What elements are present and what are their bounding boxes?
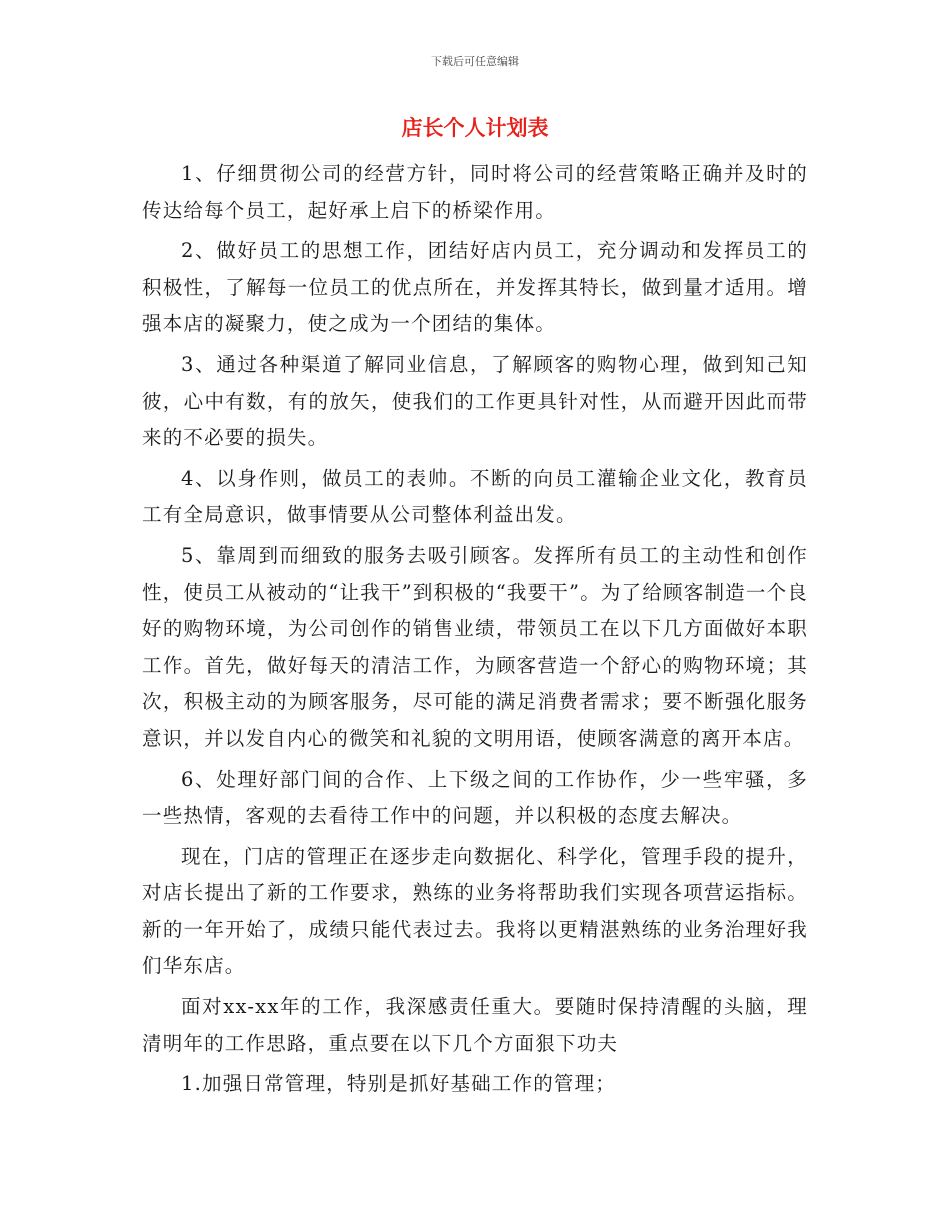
- paragraph-3: 3、通过各种渠道了解同业信息，了解顾客的购物心理，做到知己知彼，心中有数，有的放矢，使我们的工作更具针对性，从而避开因此而带来的不必要的损失。: [142, 352, 808, 450]
- paragraph-4: 4、以身作则，做员工的表帅。不断的向员工灌输企业文化，教育员工有全局意识，做事情要从公司整体利益出发。: [142, 466, 808, 527]
- document-body: [142, 156, 808, 1103]
- paragraph-1: 1、仔细贯彻公司的经营方针，同时将公司的经营策略正确并及时的传达给每个员工，起好承上启下的桥梁作用。: [142, 162, 808, 222]
- paragraph-2: 2、做好员工的思想工作，团结好店内员工，充分调动和发挥员工的积极性，了解每一位员工的优点所在，并发挥其特长，做到量才适用。增强本店的凝聚力，使之成为一个团结的集体。: [142, 239, 808, 336]
- paragraph-9: 1.加强日常管理，特别是抓好基础工作的管理；: [181, 1072, 617, 1096]
- header-note: 下载后可任意编辑: [431, 55, 519, 68]
- paragraph-8: 面对xx-xx年的工作，我深感责任重大。要随时保持清醒的头脑，理清明年的工作思路，重点要在以下几个方面狠下功夫: [142, 995, 808, 1055]
- paragraph-7: 现在，门店的管理正在逐步走向数据化、科学化，管理手段的提升，对店长提出了新的工作要求，熟练的业务将帮助我们实现各项营运指标。新的一年开始了，成绩只能代表过去。我将以更精湛熟练的业务治理好我们华东店。: [142, 844, 808, 978]
- paragraph-6: 6、处理好部门间的合作、上下级之间的工作协作，少一些牢骚，多一些热情，客观的去看待工作中的问题，并以积极的态度去解决。: [142, 767, 808, 828]
- document-title: 店长个人计划表: [401, 116, 549, 140]
- paragraph-5: 5、靠周到而细致的服务去吸引顾客。发挥所有员工的主动性和创作性，使员工从被动的“让我干”到积极的“我要干”。为了给顾客制造一个良好的购物环境，为公司创作的销售业绩，带领员工在以下几方面做好本职工作。首先，做好每天的清洁工作，为顾客营造一个舒心的购物环境；其次，积极主动的为顾客服务，尽可能的满足消费者需求；要不断强化服务意识，并以发自内心的微笑和礼貌的文明用语，使顾客满意的离开本店。: [142, 543, 808, 750]
